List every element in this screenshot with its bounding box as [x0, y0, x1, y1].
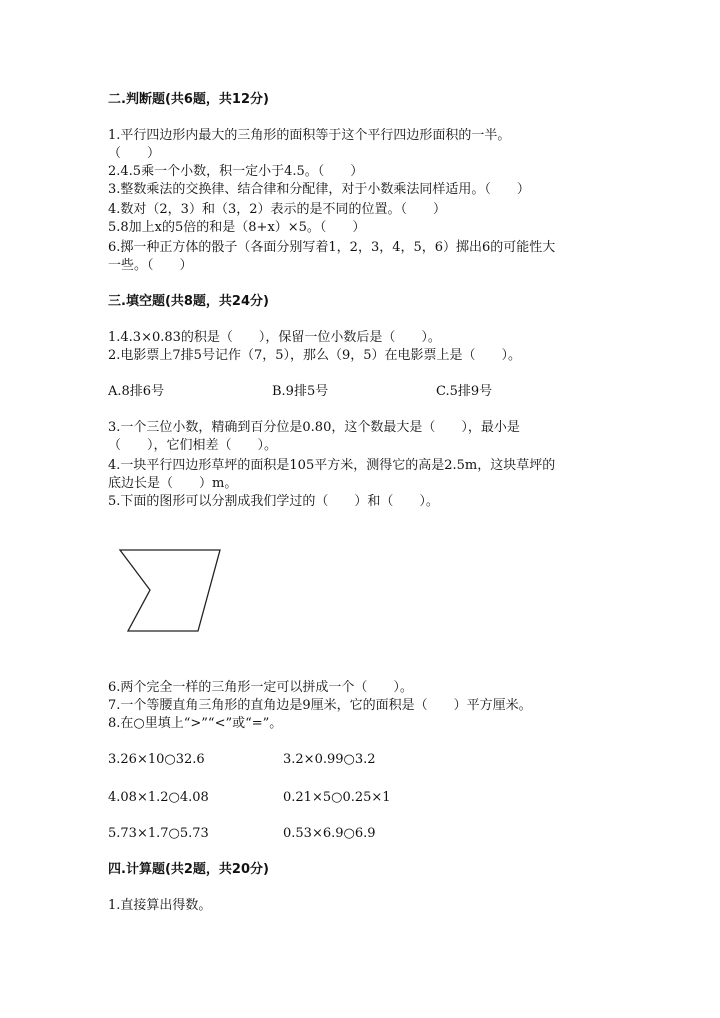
question-line: 6.掷一种正方体的骰子（各面分别写着1，2，3，4，5，6）掷出6的可能性大 — [108, 240, 556, 255]
section-4-heading: 四.计算题(共2题，共20分) — [108, 862, 269, 877]
question-line: 一些。（ ） — [108, 258, 193, 273]
question-line: 1.直接算出得数。 — [108, 898, 212, 913]
option-c: C.5排9号 — [436, 384, 493, 399]
option-a: A.8排6号 — [108, 384, 165, 399]
question-line: 5.8加上x的5倍的和是（8+x）×5。（ ） — [108, 220, 366, 235]
option-b: B.9排5号 — [272, 384, 329, 399]
compare-item: 0.21×5○0.25×1 — [283, 790, 391, 805]
compare-item: 0.53×6.9○6.9 — [283, 826, 376, 841]
question-line: 4.一块平行四边形草坪的面积是105平方米，测得它的高是2.5m，这块草坪的 — [108, 458, 556, 473]
compare-item: 3.26×10○32.6 — [108, 752, 205, 767]
section-2-heading: 二.判断题(共6题，共12分) — [108, 92, 269, 107]
question-line: 7.一个等腰直角三角形的直角边是9厘米，它的面积是（ ）平方厘米。 — [108, 698, 532, 713]
compare-item: 5.73×1.7○5.73 — [108, 826, 209, 841]
compare-item: 4.08×1.2○4.08 — [108, 790, 209, 805]
answer-blank: （ ） — [108, 146, 161, 161]
compare-item: 3.2×0.99○3.2 — [283, 752, 376, 767]
question-line: 2.电影票上7排5号记作（7，5），那么（9，5）在电影票上是（ ）。 — [108, 348, 522, 363]
question-line: 5.下面的图形可以分割成我们学过的（ ）和（ ）。 — [108, 494, 439, 509]
question-line: 3.一个三位小数，精确到百分位是0.80，这个数最大是（ ），最小是 — [108, 420, 520, 435]
question-line: 3.整数乘法的交换律、结合律和分配律，对于小数乘法同样适用。（ ） — [108, 182, 530, 197]
question-line: 8.在○里填上“>”“<”或“=”。 — [108, 716, 283, 731]
section-3-heading: 三.填空题(共8题，共24分) — [108, 294, 269, 309]
question-line: 1.4.3×0.83的积是（ ），保留一位小数后是（ ）。 — [108, 330, 441, 345]
question-line: 6.两个完全一样的三角形一定可以拼成一个（ ）。 — [108, 680, 413, 695]
question-line: 4.数对（2，3）和（3，2）表示的是不同的位置。（ ） — [108, 202, 446, 217]
composite-shape-figure — [110, 540, 260, 640]
question-line: （ ），它们相差（ ）。 — [108, 438, 278, 453]
question-line: 1.平行四边形内最大的三角形的面积等于这个平行四边形面积的一半。 — [108, 128, 511, 143]
question-line: 2.4.5乘一个小数，积一定小于4.5。（ ） — [108, 164, 364, 179]
question-line: 底边长是（ ）m。 — [108, 476, 238, 491]
